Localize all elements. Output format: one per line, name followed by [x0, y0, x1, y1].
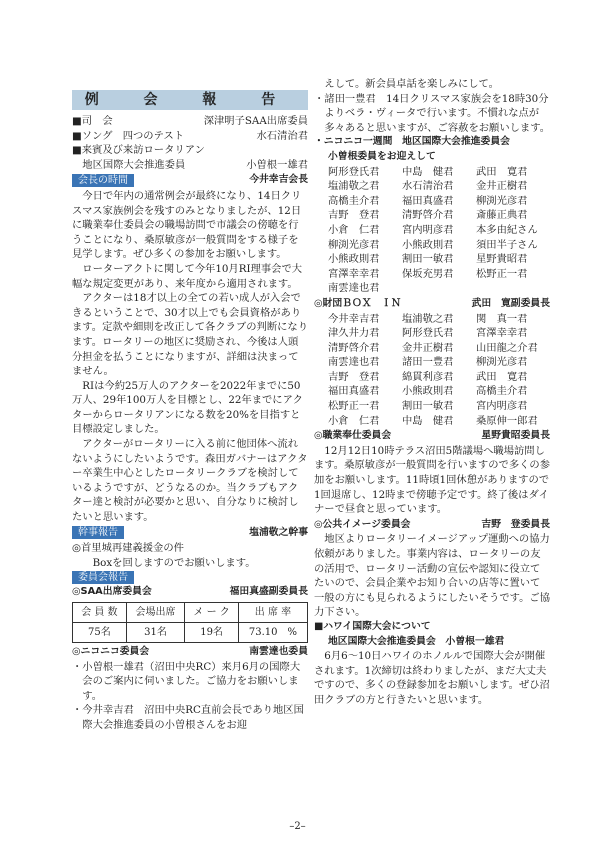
page-number: –2– — [289, 821, 306, 832]
niko-heading: ◎ニコニコ委員会 南雲達也委員 — [72, 646, 308, 657]
table-cell: 73.10 % — [238, 623, 307, 643]
paragraph: 地区よりロータリーイメージアップ運動への協力依頼がありました。事業内容は、ロータリーの友の活用で、ロータリー活動の宣伝や認知に役立てたいので、会員企業やお知り合いの店等に置いて一般の方にも見られるようにしたいそうです。ご協力下さい。 — [314, 533, 551, 619]
member-name: 高橋圭介君 — [476, 385, 528, 398]
table-cell: 75名 — [73, 623, 127, 643]
member-name: 吉野 登君 — [328, 370, 380, 383]
member-name: 宮澤幸幸君 — [328, 267, 380, 280]
member-name: 小倉 仁君 — [328, 223, 380, 236]
member-name: 柳渕光彦君 — [476, 356, 528, 369]
member-name: 保坂充男君 — [402, 267, 454, 280]
member-name: 小倉 仁君 — [328, 414, 380, 427]
list-item: ・諸田一豊君 14日クリスマス家族会を18時30分よりベラ・ヴィータで行います。不慣れな点が多々あると思いますが、ご容赦をお願いします。 — [314, 92, 551, 134]
member-name: 武田 寛君 — [476, 165, 528, 178]
role-mc: ■司 会 深津明子SAA出席委員 — [72, 115, 308, 127]
paragraph: アクターは18才以上の全ての若い成人が入会できるということで、30才以上でも会員資格があります。定款や細則を改正して各クラブの判断になります。ロータリーの地区に奨励され、今後は人頭分担金を払うことになりますが、詳細は決まってません。 — [72, 292, 309, 378]
list-item: ・今井幸吉君 沼田中央RC直前会長であり地区国際大会推進委員の小曽根さんをお迎 — [72, 704, 304, 731]
right-column — [314, 77, 550, 708]
member-name: 福田真盛君 — [328, 385, 380, 398]
member-name: 小熊政則君 — [402, 238, 454, 251]
member-name: 金井正樹君 — [476, 180, 528, 193]
table-cell: 31名 — [126, 623, 184, 643]
member-name: 松野正一君 — [328, 400, 380, 413]
member-name: 清野啓介君 — [328, 341, 380, 354]
section-tag: 幹事報告 — [72, 526, 124, 539]
page-title: 例 会 報 告 — [72, 90, 308, 110]
left-column — [72, 90, 308, 733]
member-name: 南雲達也君 — [328, 356, 380, 369]
secretary-section-header — [72, 526, 308, 541]
member-name: 桑原伸一郎君 — [476, 414, 538, 427]
paragraph: Boxを回しますのでお願いします。 — [92, 556, 256, 569]
section-tag: 会長の時間 — [72, 174, 134, 187]
paragraph: 6月6～10日ハワイのホノルルで国際大会が開催されます。1次締切は終わりましたが、まだ大丈夫ですので、多くの登録参加をお願いします。ぜひ沼田クラブの方と行きたいと思います。 — [314, 650, 550, 706]
paragraph: アクターがロータリーに入る前に他団体へ流れないようにしたいようです。森田ガバナーはアクター卒業生中心としたロータリークラブを検討しているようですが、どうなるのか。当クラブもアクター達と検討が必要かと思い、自分なりに検討したいと思います。 — [72, 438, 308, 524]
table-cell: 19名 — [185, 623, 239, 643]
member-name: 斎藤正典君 — [476, 209, 528, 222]
table-row — [73, 623, 308, 643]
member-name: 津久井力君 — [328, 327, 380, 340]
paragraph: ローターアクトに関して今年10月RI理事会で大幅な規定変更があり、来年度から適用されます。 — [72, 262, 303, 290]
member-name: 小熊政則君 — [402, 385, 454, 398]
list-item: ・小曽根一雄君（沼田中央RC）来月6月の国際大会のご案内に伺いました。ご協力をお願いします。 — [72, 660, 301, 702]
member-name: 本多由紀さん — [476, 223, 538, 236]
paragraph: RIは今約25万人のアクターを2022年までに50万人、29年100万人を目標とし、22年までにアクターからロータリアンになる数を20%を目指すと目標設定しました。 — [72, 379, 303, 436]
member-name: 金井正樹君 — [402, 341, 454, 354]
member-name: 柳渕光彦君 — [476, 194, 528, 207]
member-name: 今井幸吉君 — [328, 312, 380, 325]
committee-section-header — [72, 571, 308, 584]
member-name: 山田龍之介君 — [476, 341, 538, 354]
member-name: 中島 健君 — [402, 414, 454, 427]
member-name: 宮内明彦君 — [476, 400, 528, 413]
zaidan-name-grid — [314, 312, 550, 429]
member-name: 宮澤幸幸君 — [476, 327, 528, 340]
member-name: 塩浦敬之君 — [328, 180, 380, 193]
member-name: 清野啓介君 — [402, 209, 454, 222]
table-header-row — [73, 603, 308, 623]
member-name: 須田半子さん — [476, 238, 538, 251]
role-song: ■ソング 四つのテスト 水石清治君 — [72, 129, 308, 142]
kokyo-heading: ◎公共イメージ委員会 吉野 登委員長 — [314, 518, 550, 530]
table-header: 会場出席 — [126, 603, 184, 623]
member-name: 阿形登氏君 — [328, 165, 380, 178]
member-name: 小熊政則君 — [328, 253, 380, 266]
member-name: 諸田一豊君 — [402, 356, 454, 369]
speaker-name: 塩浦敬之幹事 — [249, 526, 308, 538]
member-name: 綿貫利彦君 — [402, 370, 454, 383]
secretary-item: ◎首里城再建義援金の件 — [72, 542, 184, 555]
paragraph: 今日で年内の通常例会が最終になり、14日クリスマス家族例会を残すのみとなりましたが、12日に職業奉仕委員会の職場訪問で市議会の傍聴を行うことになり、桑原敏彦が一般質問をする様子を見学します。ぜひ多くの参加をお願いします。 — [72, 189, 302, 261]
shokugyo-heading: ◎職業奉仕委員会 星野貴昭委員長 — [314, 430, 550, 442]
week-name-grid — [314, 165, 550, 296]
member-name: 関 真一君 — [476, 312, 528, 325]
member-name: 福田真盛君 — [402, 194, 454, 207]
week-subheading: 小曽根委員をお迎えして — [328, 150, 436, 162]
member-name: 割田一敏君 — [402, 253, 454, 266]
zaidan-heading: ◎財団ＢＯＸ ＩＮ 武田 寛副委員長 — [314, 297, 550, 309]
member-name: 松野正一君 — [476, 267, 528, 280]
member-name: 柳渕光彦君 — [328, 238, 380, 251]
week-heading: ・ニコニコ一週間 地区国際大会推進委員会 — [314, 136, 510, 148]
section-tag: 委員会報告 — [72, 571, 134, 584]
president-section-header — [72, 173, 308, 188]
member-name: 星野貴昭君 — [476, 253, 528, 266]
table-header: メ ー ク — [185, 603, 239, 623]
saa-heading: ◎SAA出席委員会 福田真盛副委員長 — [72, 586, 308, 598]
speaker-name: 今井幸吉会長 — [249, 174, 308, 186]
table-header: 会 員 数 — [73, 603, 127, 623]
member-name: 中島 健君 — [402, 165, 454, 178]
member-name: 高橋圭介君 — [328, 194, 380, 207]
member-name: 南雲達也君 — [328, 282, 380, 295]
guest-row: 地区国際大会推進委員 小曽根一雄君 — [72, 158, 308, 171]
member-name: 吉野 登君 — [328, 209, 380, 222]
paragraph: えして。新会員卓話を楽しみにして。 — [324, 78, 499, 90]
member-name: 水石清治君 — [402, 180, 454, 193]
member-name: 塩浦敬之君 — [402, 312, 454, 325]
table-header: 出 席 率 — [238, 603, 307, 623]
member-name: 阿形登氏君 — [402, 327, 454, 340]
hawaii-subheading: 地区国際大会推進委員会 小曽根一雄君 — [328, 635, 505, 647]
member-name: 宮内明彦君 — [402, 223, 454, 236]
hawaii-heading: ■ハワイ国際大会について — [314, 620, 431, 632]
paragraph: 12月12日10時テラス沼田5階議場へ職場訪問します。桑原敏彦が一般質問を行いますので多くの参加をお願いします。11時頃1回休憩がありますので1回退席し、12時まで傍聴予定です。終了後はダイナーで昼食と思っています。 — [314, 444, 551, 516]
member-name: 武田 寛君 — [476, 370, 528, 383]
guest-heading: ■来賓及び来訪ロータリアン — [72, 144, 205, 157]
member-name: 割田一敏君 — [402, 400, 454, 413]
attendance-table — [72, 602, 308, 643]
